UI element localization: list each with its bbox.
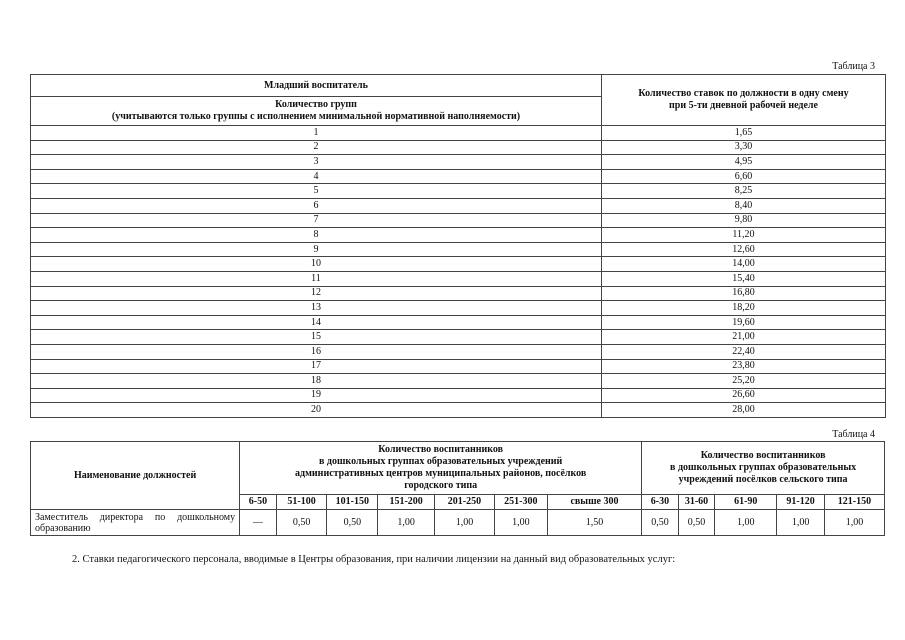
table3-row [31, 140, 886, 155]
table3-row [31, 198, 886, 213]
table3-row [31, 344, 886, 359]
table3-row [31, 301, 886, 316]
table3-cell-rate: 21,00 [602, 330, 886, 345]
table3-cell-rate: 15,40 [602, 271, 886, 286]
table4-header-rural-line2: в дошкольных группах образовательных [670, 462, 857, 473]
table3-cell-rate: 26,60 [602, 388, 886, 403]
table4-header-urban-line3: административных центров муниципальных районов, посёлков [295, 468, 587, 479]
table3-row [31, 184, 886, 199]
table4-header-rural-line3: учреждений посёлков сельского типа [678, 474, 848, 485]
table4-rural-value: 1,00 [715, 510, 777, 536]
table4-rural-range: 121-150 [824, 495, 884, 510]
table3-row [31, 126, 886, 141]
table3-row [31, 213, 886, 228]
table4-urban-value: — [240, 510, 277, 536]
table3-cell-groups: 1 [31, 126, 602, 141]
table3-cell-rate: 23,80 [602, 359, 886, 374]
table4-rural-range: 6-30 [642, 495, 679, 510]
table3-cell-rate: 18,20 [602, 301, 886, 316]
table4-urban-range: 151-200 [378, 495, 435, 510]
table4-rural-value: 0,50 [642, 510, 679, 536]
table3-row [31, 286, 886, 301]
table3-cell-groups: 13 [31, 301, 602, 316]
table3-cell-groups: 11 [31, 271, 602, 286]
table3-row [31, 359, 886, 374]
table3-row [31, 271, 886, 286]
table3-row [31, 155, 886, 170]
table4-urban-range: 251-300 [494, 495, 547, 510]
table4-row-position: Заместитель директора по дошкольному образованию [31, 510, 240, 536]
table3-cell-rate: 8,25 [602, 184, 886, 199]
table4-urban-value: 0,50 [276, 510, 327, 536]
table4-caption: Таблица 4 [832, 429, 875, 440]
table3-header-rates-line1: Количество ставок по должности в одну смену [638, 88, 849, 99]
table3-cell-rate: 12,60 [602, 242, 886, 257]
table4-rural-value: 1,00 [777, 510, 825, 536]
table3-cell-groups: 6 [31, 198, 602, 213]
table4-urban-range: 6-50 [240, 495, 277, 510]
table3-cell-groups: 15 [31, 330, 602, 345]
table3-row [31, 169, 886, 184]
table4-header-rural [642, 442, 885, 495]
table3-row [31, 242, 886, 257]
table3-cell-rate: 16,80 [602, 286, 886, 301]
table3-header-groups-line1: Количество групп [275, 99, 357, 110]
table3-row [31, 330, 886, 345]
table3-cell-groups: 9 [31, 242, 602, 257]
table3-cell-rate: 6,60 [602, 169, 886, 184]
table4-urban-value: 1,50 [547, 510, 642, 536]
table3-header-rates [602, 75, 886, 126]
table4-urban-value: 1,00 [435, 510, 495, 536]
table3-cell-groups: 12 [31, 286, 602, 301]
table4-urban-range: свыше 300 [547, 495, 642, 510]
table3-cell-groups: 10 [31, 257, 602, 272]
table4-rural-value: 0,50 [678, 510, 715, 536]
table3-row [31, 315, 886, 330]
table3-cell-rate: 22,40 [602, 344, 886, 359]
table3-cell-groups: 16 [31, 344, 602, 359]
table3-cell-groups: 20 [31, 403, 602, 418]
table3-cell-rate: 28,00 [602, 403, 886, 418]
table4-header-urban-line4: городского типа [404, 480, 478, 491]
table3-cell-groups: 7 [31, 213, 602, 228]
table4-urban-range: 101-150 [327, 495, 378, 510]
table3-header-groups [31, 97, 602, 126]
table3-header-groups-line2: (учитываются только группы с исполнением минимальной нормативной наполняемости) [111, 111, 521, 122]
table3-row [31, 228, 886, 243]
table3-cell-rate: 19,60 [602, 315, 886, 330]
table4-urban-value: 1,00 [494, 510, 547, 536]
table3-cell-rate: 8,40 [602, 198, 886, 213]
table3-cell-rate: 14,00 [602, 257, 886, 272]
table3-cell-groups: 14 [31, 315, 602, 330]
note-text: 2. Ставки педагогического персонала, вводимые в Центры образования, при наличии лицензии на данный вид образовательных услуг: [72, 554, 676, 565]
table3-caption: Таблица 3 [832, 61, 875, 72]
table3-cell-groups: 5 [31, 184, 602, 199]
table3-row [31, 388, 886, 403]
table3 [30, 74, 886, 418]
table3-cell-rate: 1,65 [602, 126, 886, 141]
table3-cell-groups: 3 [31, 155, 602, 170]
table3-cell-rate: 11,20 [602, 228, 886, 243]
table4 [30, 441, 885, 536]
table4-header-rural-line1: Количество воспитанников [700, 450, 826, 461]
table3-cell-groups: 18 [31, 374, 602, 389]
table4-rural-range: 61-90 [715, 495, 777, 510]
table3-cell-groups: 4 [31, 169, 602, 184]
table3-cell-groups: 8 [31, 228, 602, 243]
table4-urban-range: 201-250 [435, 495, 495, 510]
table4-rural-range: 31-60 [678, 495, 715, 510]
table3-cell-groups: 19 [31, 388, 602, 403]
table4-rural-value: 1,00 [824, 510, 884, 536]
table3-header-title: Младший воспитатель [31, 75, 602, 97]
table3-row [31, 374, 886, 389]
table4-header-urban-line1: Количество воспитанников [378, 444, 504, 455]
table3-cell-rate: 25,20 [602, 374, 886, 389]
table4-header-urban [240, 442, 642, 495]
table4-urban-value: 1,00 [378, 510, 435, 536]
table4-urban-range: 51-100 [276, 495, 327, 510]
table3-cell-groups: 17 [31, 359, 602, 374]
table3-header-rates-line2: при 5-ти дневной рабочей неделе [669, 100, 818, 111]
table4-header-position: Наименование должностей [31, 442, 240, 510]
table3-cell-groups: 2 [31, 140, 602, 155]
table3-cell-rate: 9,80 [602, 213, 886, 228]
table4-rural-range: 91-120 [777, 495, 825, 510]
table4-urban-value: 0,50 [327, 510, 378, 536]
table3-cell-rate: 3,30 [602, 140, 886, 155]
table3-row [31, 257, 886, 272]
table3-cell-rate: 4,95 [602, 155, 886, 170]
table3-row [31, 403, 886, 418]
table4-header-urban-line2: в дошкольных группах образовательных учреждений [319, 456, 563, 467]
